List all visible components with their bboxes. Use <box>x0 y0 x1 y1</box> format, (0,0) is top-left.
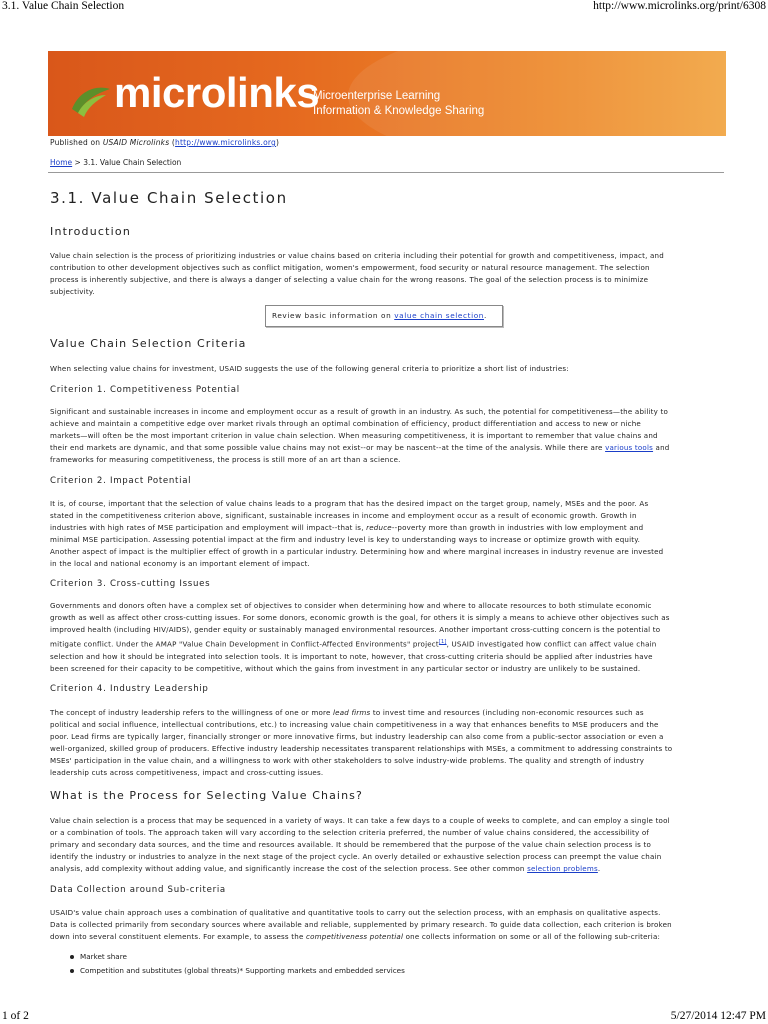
criterion-2-line: minimal MSE participation. Assessing potential impact at the firm and industry level is key to understanding ways to increase or optimize growth with equity. <box>50 535 641 545</box>
published-on: Published on USAID Microlinks (http://www.microlinks.org) <box>50 138 280 147</box>
leaf-icon <box>68 79 112 123</box>
print-footer-timestamp: 5/27/2014 12:47 PM <box>670 1010 766 1022</box>
criterion-4-line1-pre: The concept of industry leadership refers to the willingness of one or more <box>50 708 331 717</box>
criterion-3-line: been screened for their capacity to be competitive, without which the gains from investment in any particular sector or industry are unlikely to be sustained. <box>50 663 641 673</box>
list-item: Competition and substitutes (global threats)* Supporting markets and embedded services <box>70 964 405 978</box>
criterion-3-line: improved health (including HIV/AIDS), gender equity or sustainably managed environmental resources. Another important cross-cutting concern is the potential to <box>50 625 661 635</box>
data-collection-line: Data is collected primarily from secondary sources where available and reliable, supplemented by primary research. To guide data collection, each criterion is broken <box>50 920 672 930</box>
process-line: primary and secondary data sources, and the time and resources available. It should be remembered that the purpose of the value chain selection process is to <box>50 840 652 850</box>
value-chain-selection-link[interactable]: value chain selection <box>394 311 484 320</box>
print-footer <box>0 1010 768 1024</box>
data-collection-heading: Data Collection around Sub-criteria <box>50 885 226 895</box>
process-line: Value chain selection is a process that may be sequenced in a variety of ways. It can take a few days to a couple of weeks to complete, and can employ a single tool <box>50 816 670 825</box>
criterion-2-heading: Criterion 2. Impact Potential <box>50 476 192 486</box>
criterion-4-paragraph <box>50 707 720 780</box>
criterion-2-line3-pre: industries with high rates of MSE participation and employment will impact--that is, <box>50 523 364 533</box>
print-header-title: 3.1. Value Chain Selection <box>2 0 125 12</box>
criterion-1-line: achieve and maintain a competitive edge over market rivals through an optimal combination of efficiency, product differentiation and access to new or niche <box>50 419 641 429</box>
data-collection-line3-pre: down into several constituent elements. For example, to assess the <box>50 932 304 942</box>
criterion-3-line: growth as well as affect other cross-cutting issues. For some donors, economic growth is the goal, for others it is simply a means to achieve other objectives such as <box>50 613 670 623</box>
process-line5-post: . <box>597 864 601 874</box>
process-line <box>50 863 720 875</box>
intro-line: contribution to other development objectives such as conflict mitigation, women's empowerment, food security or natural resource management. The selection <box>50 263 650 273</box>
criterion-2-line: stated in the competitiveness criterion above, significant, sustainable increases in income and employment occur as a result of economic growth. Growth in <box>50 511 637 521</box>
criterion-4-line: MSEs' participation in the value chain, and a willingness to work with other stakeholders to solve industry-wide problems. The quality and strength of industry <box>50 756 645 766</box>
breadcrumb-divider <box>48 172 724 173</box>
banner-tagline-1: Microenterprise Learning <box>313 90 441 102</box>
intro-line: process is inherently subjective, and there is always a danger of selecting a value chain for the wrong reasons. The goal of the selection process is to minimize <box>50 275 649 285</box>
breadcrumb-home-link[interactable]: Home <box>50 158 73 167</box>
criterion-4-heading: Criterion 4. Industry Leadership <box>50 684 209 694</box>
published-prefix: Published on <box>50 138 101 147</box>
criterion-2-paragraph <box>50 498 720 571</box>
selection-problems-link[interactable]: selection problems <box>527 864 598 874</box>
criterion-1-line: markets—will often be the most important criterion in value chain selection. When measuring competitiveness, it is important to remember that value chains and <box>50 431 658 441</box>
criterion-4-line1-post: to invest time and resources (including non-economic resources such as <box>372 708 644 717</box>
criteria-intro: When selecting value chains for investment, USAID suggests the use of the following general criteria to prioritize a short list of industries: <box>50 364 569 373</box>
criterion-4-line1-em: lead firms <box>333 708 371 717</box>
criterion-3-line: Governments and donors often have a complex set of objectives to consider when determining how and where to allocate resources to both stimulate economic <box>50 601 652 610</box>
various-tools-link[interactable]: various tools <box>605 443 654 453</box>
criterion-3-paragraph <box>50 600 720 675</box>
criterion-1-line4-post: and <box>655 443 670 453</box>
microlinks-logo[interactable]: microlinks <box>114 69 320 116</box>
criterion-1-line: Significant and sustainable increases in income and employment occur as a result of growth in an industry. As such, the potential for competitiveness—the ability to <box>50 407 669 416</box>
process-heading: What is the Process for Selecting Value Chains? <box>50 789 363 802</box>
criteria-heading: Value Chain Selection Criteria <box>50 337 247 350</box>
criterion-1-paragraph <box>50 406 720 466</box>
review-suffix: . <box>484 311 487 320</box>
criterion-1-heading: Criterion 1. Competitiveness Potential <box>50 385 240 395</box>
footnote-1-link[interactable]: [1] <box>438 639 447 646</box>
print-header-url: http://www.microlinks.org/print/6308 <box>593 0 766 12</box>
breadcrumb-separator: > <box>74 158 81 167</box>
criterion-2-line <box>50 522 720 534</box>
criterion-3-line: selection and how it should be integrated into selection tools. It is important to note, however, that cross-cutting criteria should be applied after industries have <box>50 651 653 661</box>
intro-line: Value chain selection is the process of prioritizing industries or value chains based on criteria including their potential for growth and competitiveness, impact, and <box>50 251 664 260</box>
criterion-2-line: It is, of course, important that the selection of value chains leads to a program that has the desired impact on the target group, namely, MSEs and the poor. As <box>50 499 649 508</box>
criterion-4-line: well-organized, skilled group of producers. Effective industry leadership necessitates transparent relationships with MSEs, a commitment to addressing constraints to <box>50 744 673 754</box>
data-collection-paragraph <box>50 907 720 943</box>
criterion-2-line: in the local and national economy is an important element of impact. <box>50 559 310 569</box>
published-site: USAID Microlinks <box>102 138 170 147</box>
criterion-1-line <box>50 442 720 454</box>
sub-criteria-list <box>70 950 405 978</box>
site-banner <box>48 51 726 136</box>
criterion-4-line: poor. Lead firms are typically larger, financially stronger or more innovative firms, but industry leadership can also come from a public-sector association or even a <box>50 732 664 742</box>
published-url-link[interactable]: http://www.microlinks.org <box>175 138 276 147</box>
criterion-4-line: leadership cuts across competitiveness, impact and cross-cutting issues. <box>50 768 324 778</box>
process-line: identify the industry or industries to analyze in the next stage of the project cycle. An overly detailed or exhaustive selection process can preempt the value chain <box>50 852 662 862</box>
criterion-3-line <box>50 636 720 650</box>
criterion-2-line3-post: --poverty more than growth in industries with low employment and <box>391 523 644 533</box>
data-collection-line3-post: one collects information on some or all of the following sub-criteria: <box>405 932 661 942</box>
page-title: 3.1. Value Chain Selection <box>50 189 288 207</box>
print-header <box>0 0 768 14</box>
criterion-3-heading: Criterion 3. Cross-cutting Issues <box>50 579 211 589</box>
intro-heading: Introduction <box>50 225 132 238</box>
process-paragraph <box>50 815 720 875</box>
intro-line: subjectivity. <box>50 287 95 297</box>
data-collection-line <box>50 931 720 943</box>
review-callout <box>265 305 503 327</box>
criterion-4-line <box>50 707 720 719</box>
criterion-1-line4-pre: their end markets are dynamic, and that some possible value chains may not exist--or may be nascent--at the time of the analysis. While there are <box>50 443 603 453</box>
criterion-3-line4-pre: mitigate conflict. Under the AMAP "Value Chain Development in Conflict-Affected Environments" project <box>50 639 439 649</box>
breadcrumb-current: 3.1. Value Chain Selection <box>83 158 182 167</box>
process-line5-pre: analysis, add complexity without adding value, and significantly increase the cost of the selection process. See other common <box>50 864 525 874</box>
criterion-2-line3-em: reduce <box>366 523 392 533</box>
intro-paragraph <box>50 250 720 298</box>
banner-tagline-2: Information & Knowledge Sharing <box>313 105 485 117</box>
data-collection-line3-em: competitiveness potential <box>305 932 404 942</box>
list-item: Market share <box>70 950 405 964</box>
criterion-3-line4-post: , USAID investigated how conflict can affect value chain <box>446 639 657 649</box>
review-prefix: Review basic information on <box>272 311 392 320</box>
criterion-4-line: political and social influence, intellectual contributions, etc.) to increasing value chain competitiveness in a way that enhances benefits to MSE producers and the <box>50 720 659 730</box>
print-footer-page: 1 of 2 <box>2 1010 29 1022</box>
criterion-2-line: Another aspect of impact is the multiplier effect of growth in a particular industry. Determining how and where marginal increases in industry revenue are invested <box>50 547 664 557</box>
process-line: or a combination of tools. The approach taken will vary according to the selection criteria preferred, the number of value chains considered, the accessibility of <box>50 828 650 838</box>
criterion-1-line: frameworks for measuring competitiveness, the process is still more of an art than a science. <box>50 455 401 465</box>
breadcrumb <box>50 158 181 167</box>
data-collection-line: USAID's value chain approach uses a combination of qualitative and quantitative tools to carry out the selection process, with an emphasis on qualitative aspects. <box>50 908 661 917</box>
